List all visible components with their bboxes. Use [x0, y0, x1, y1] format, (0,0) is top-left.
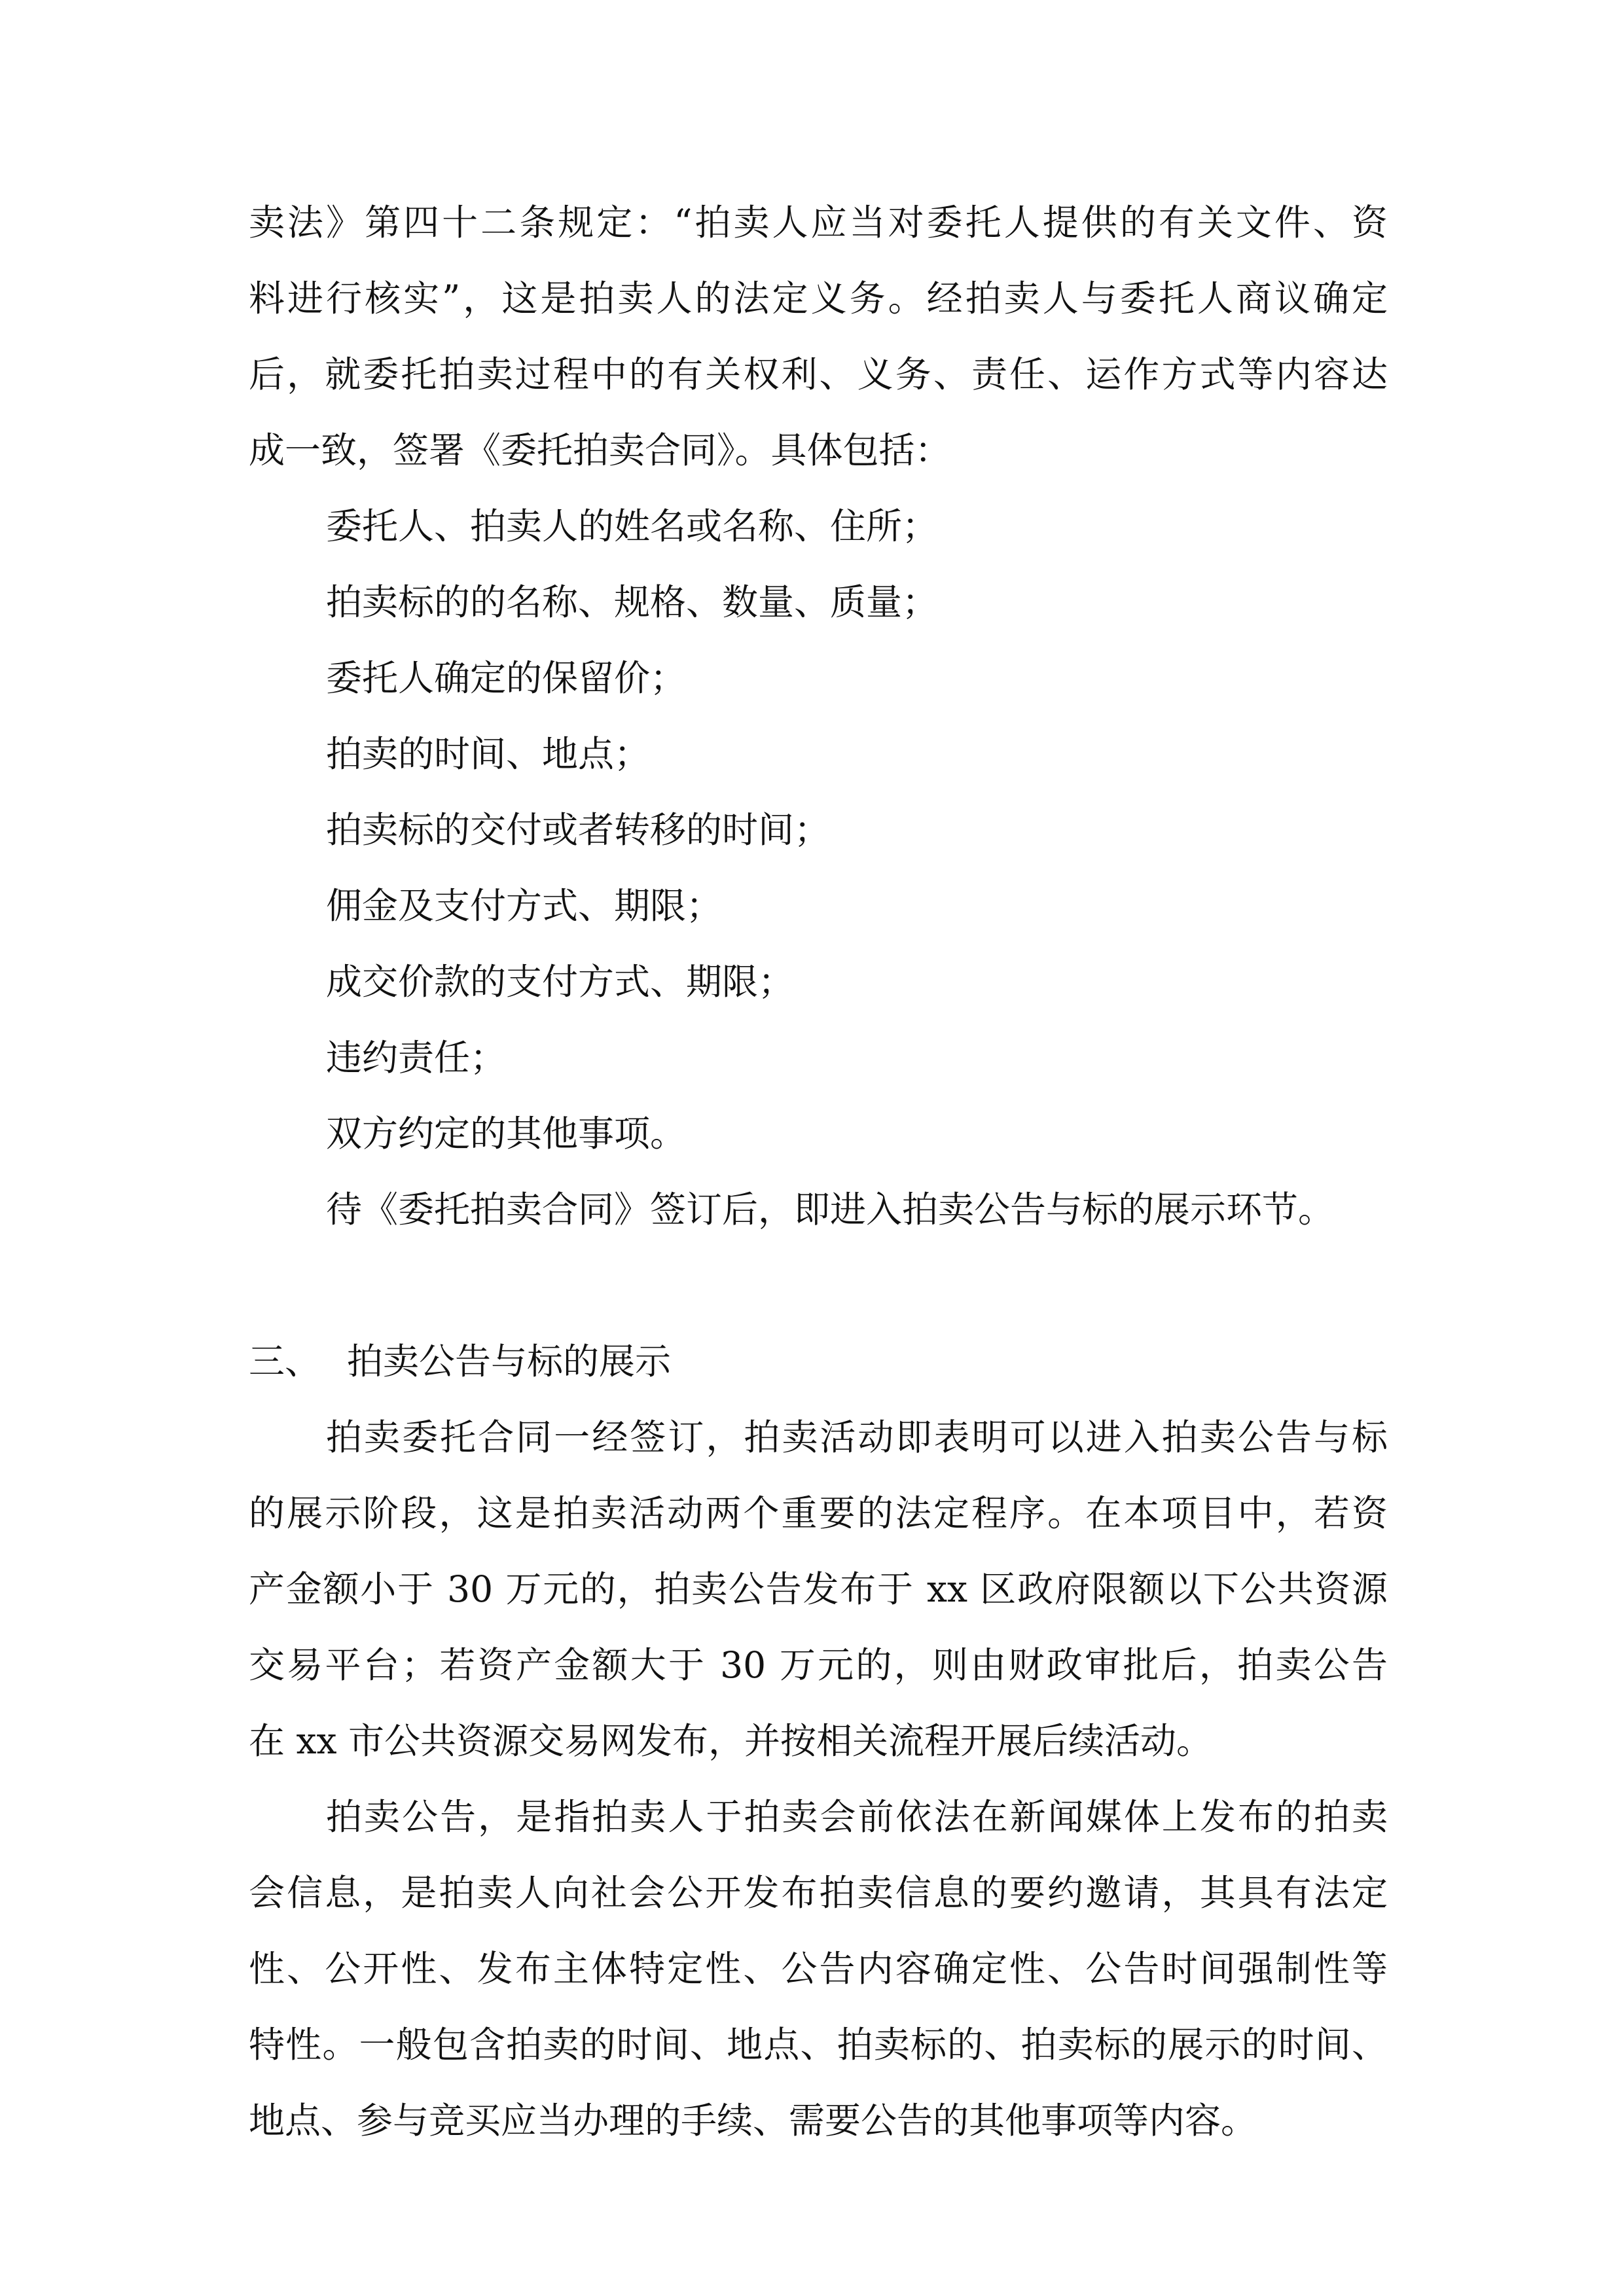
list-item: 成交价款的支付方式、期限； [326, 961, 795, 1003]
text-line: 地点、参与竞买应当办理的手续、需要公告的其他事项等内容。 [249, 2100, 1257, 2142]
paragraph-announcement-definition [249, 1779, 1388, 2159]
list-item: 拍卖的时间、地点； [326, 733, 651, 775]
list-item: 违约责任； [326, 1037, 507, 1079]
paragraph-announcement-platform [249, 1399, 1388, 1779]
section-number: 三、 [249, 1340, 321, 1382]
text-line: 卖法》第四十二条规定：“拍卖人应当对委托人提供的有关文件、资 [249, 202, 1388, 243]
text-line: 在 xx 市公共资源交易网发布，并按相关流程开展后续活动。 [249, 1720, 1213, 1762]
contract-items-list [249, 488, 1388, 1172]
list-item: 拍卖标的的名称、规格、数量、质量； [326, 581, 939, 623]
text-line: 性、公开性、发布主体特定性、公告内容确定性、公告时间强制性等 [249, 1948, 1388, 1990]
list-item: 双方约定的其他事项。 [326, 1113, 687, 1155]
text-line: 的展示阶段，这是拍卖活动两个重要的法定程序。在本项目中，若资 [249, 1492, 1388, 1534]
document-body [249, 185, 1388, 2159]
text-line: 后，就委托拍卖过程中的有关权利、义务、责任、运作方式等内容达 [249, 353, 1388, 395]
text-line: 交易平台；若资产金额大于 30 万元的，则由财政审批后，拍卖公告 [249, 1644, 1388, 1686]
closing-line: 待《委托拍卖合同》签订后，即进入拍卖公告与标的展示环节。 [326, 1189, 1335, 1230]
list-item: 佣金及支付方式、期限； [326, 885, 723, 927]
text-line: 产金额小于 30 万元的，拍卖公告发布于 xx 区政府限额以下公共资源 [249, 1568, 1388, 1610]
text-line: 成一致，签署《委托拍卖合同》。具体包括： [249, 429, 951, 471]
paragraph-auction-law [249, 185, 1388, 488]
text-line: 料进行核实”，这是拍卖人的法定义务。经拍卖人与委托人商议确定 [249, 278, 1388, 319]
section-gap [249, 1247, 1388, 1323]
list-item: 拍卖标的交付或者转移的时间； [326, 809, 831, 851]
section-heading [249, 1323, 1388, 1399]
text-line: 特性。一般包含拍卖的时间、地点、拍卖标的、拍卖标的展示的时间、 [249, 2024, 1388, 2066]
text-line: 拍卖公告，是指拍卖人于拍卖会前依法在新闻媒体上发布的拍卖 [326, 1796, 1388, 1838]
list-item: 委托人、拍卖人的姓名或名称、住所； [326, 505, 939, 547]
text-line: 拍卖委托合同一经签订，拍卖活动即表明可以进入拍卖公告与标 [326, 1416, 1388, 1458]
text-line: 会信息，是拍卖人向社会公开发布拍卖信息的要约邀请，其具有法定 [249, 1872, 1388, 1914]
list-item: 委托人确定的保留价； [326, 657, 687, 699]
section-title: 拍卖公告与标的展示 [347, 1340, 672, 1382]
